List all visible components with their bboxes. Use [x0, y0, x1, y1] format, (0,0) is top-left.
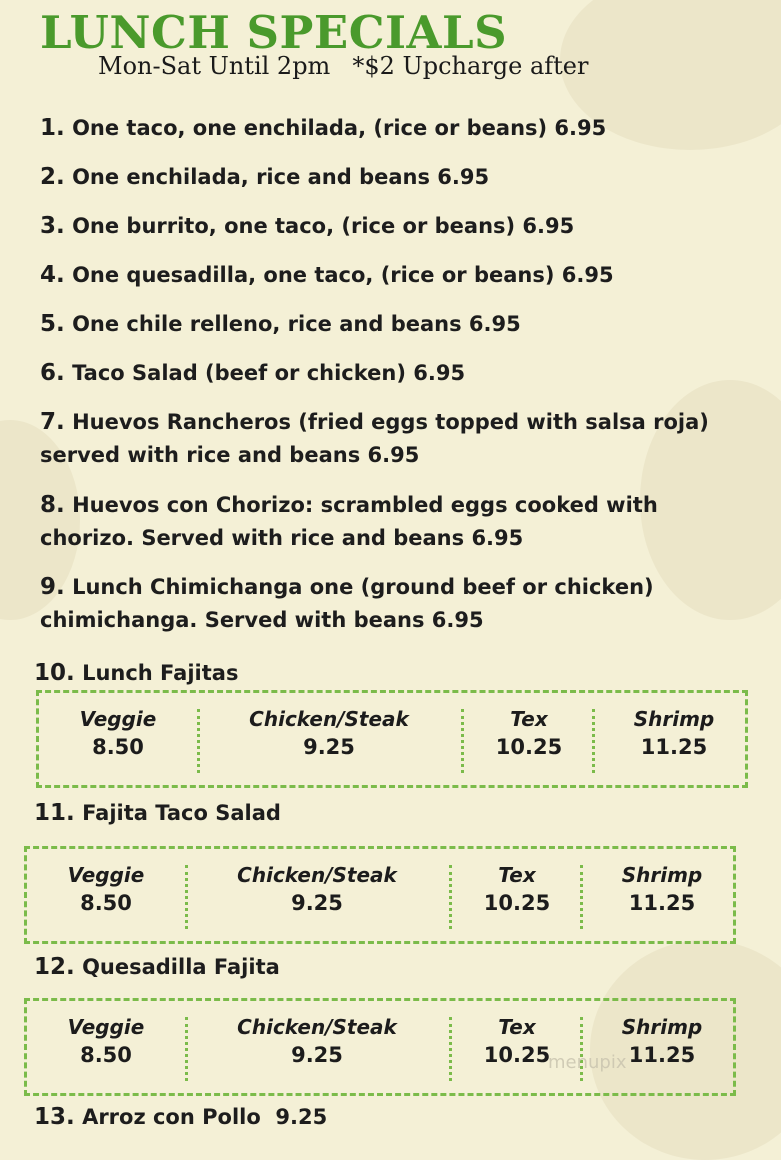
option-price: 8.50 [80, 891, 132, 915]
price-option [467, 863, 567, 915]
item-number: 3. [40, 213, 65, 239]
item-text: One quesadilla, one taco, (rice or beans) 6.95 [72, 263, 614, 287]
menu-title: LUNCH SPECIALS [40, 6, 508, 59]
menu-item [40, 571, 752, 637]
price-option [47, 863, 165, 915]
price-table [36, 690, 748, 788]
option-label: Chicken/Steak [237, 1015, 397, 1039]
section-title: Lunch Fajitas [82, 661, 239, 685]
option-price: 11.25 [628, 891, 696, 915]
price-option [597, 863, 727, 915]
column-divider [197, 709, 200, 773]
item-text: One taco, one enchilada, (rice or beans) 6.95 [72, 116, 607, 140]
option-label: Tex [498, 1015, 536, 1039]
column-divider [185, 865, 188, 929]
section-heading [34, 800, 281, 826]
watermark: menupix [548, 1052, 627, 1073]
item-text: One chile relleno, rice and beans 6.95 [72, 312, 521, 336]
option-price: 9.25 [303, 735, 355, 759]
column-divider [580, 865, 583, 929]
option-price: 9.25 [291, 891, 343, 915]
price-table [24, 998, 736, 1096]
menu-item [40, 259, 752, 292]
menu-item [40, 161, 752, 194]
item-number: 4. [40, 262, 65, 288]
column-divider [592, 709, 595, 773]
option-price: 9.25 [291, 1043, 343, 1067]
section-title: Quesadilla Fajita [82, 955, 280, 979]
menu-item [40, 308, 752, 341]
section-number: 12. [34, 954, 75, 980]
price-option [479, 707, 579, 759]
item-text: One enchilada, rice and beans 6.95 [72, 165, 490, 189]
price-table [24, 846, 736, 944]
item-text: Huevos Rancheros (fried eggs topped with salsa roja) served with rice and beans 6.95 [40, 410, 709, 467]
price-option [207, 863, 427, 915]
item-number: 1. [40, 115, 65, 141]
option-label: Veggie [67, 1015, 145, 1039]
item-text: Arroz con Pollo 9.25 [82, 1105, 328, 1129]
column-divider [449, 1017, 452, 1081]
section-number: 10. [34, 660, 75, 686]
section-number: 11. [34, 800, 75, 826]
hours-text: Mon-Sat Until 2pm [98, 52, 331, 80]
option-label: Tex [498, 863, 536, 887]
column-divider [185, 1017, 188, 1081]
option-price: 8.50 [92, 735, 144, 759]
option-label: Veggie [67, 863, 145, 887]
menu-subtitle [98, 52, 588, 80]
section-heading [34, 660, 238, 686]
option-label: Chicken/Steak [237, 863, 397, 887]
option-label: Shrimp [621, 1015, 703, 1039]
menu-item [34, 1104, 327, 1130]
price-option [207, 1015, 427, 1067]
item-number: 8. [40, 492, 65, 518]
option-price: 11.25 [628, 1043, 696, 1067]
menu-item [40, 406, 752, 472]
option-label: Shrimp [621, 863, 703, 887]
menu-item [40, 489, 752, 555]
section-title: Fajita Taco Salad [82, 801, 281, 825]
option-label: Shrimp [633, 707, 715, 731]
item-text: Huevos con Chorizo: scrambled eggs cooked with chorizo. Served with rice and beans 6.95 [40, 493, 658, 550]
item-number: 2. [40, 164, 65, 190]
option-label: Veggie [79, 707, 157, 731]
item-text: One burrito, one taco, (rice or beans) 6.95 [72, 214, 575, 238]
item-text: Lunch Chimichanga one (ground beef or chicken) chimichanga. Served with beans 6.95 [40, 575, 654, 632]
item-number: 9. [40, 574, 65, 600]
item-number: 7. [40, 409, 65, 435]
upcharge-note: *$2 Upcharge after [352, 52, 589, 80]
menu-item [40, 210, 752, 243]
section-heading [34, 954, 280, 980]
menu-item [40, 112, 752, 145]
price-option [59, 707, 177, 759]
option-price: 8.50 [80, 1043, 132, 1067]
price-option [609, 707, 739, 759]
menu-item [40, 357, 752, 390]
option-price: 10.25 [483, 891, 551, 915]
column-divider [449, 865, 452, 929]
option-label: Chicken/Steak [249, 707, 409, 731]
item-text: Taco Salad (beef or chicken) 6.95 [72, 361, 466, 385]
column-divider [461, 709, 464, 773]
item-number: 5. [40, 311, 65, 337]
option-price: 10.25 [495, 735, 563, 759]
option-price: 10.25 [483, 1043, 551, 1067]
item-number: 6. [40, 360, 65, 386]
price-option [219, 707, 439, 759]
option-price: 11.25 [640, 735, 708, 759]
price-option [47, 1015, 165, 1067]
option-label: Tex [510, 707, 548, 731]
item-number: 13. [34, 1104, 75, 1130]
